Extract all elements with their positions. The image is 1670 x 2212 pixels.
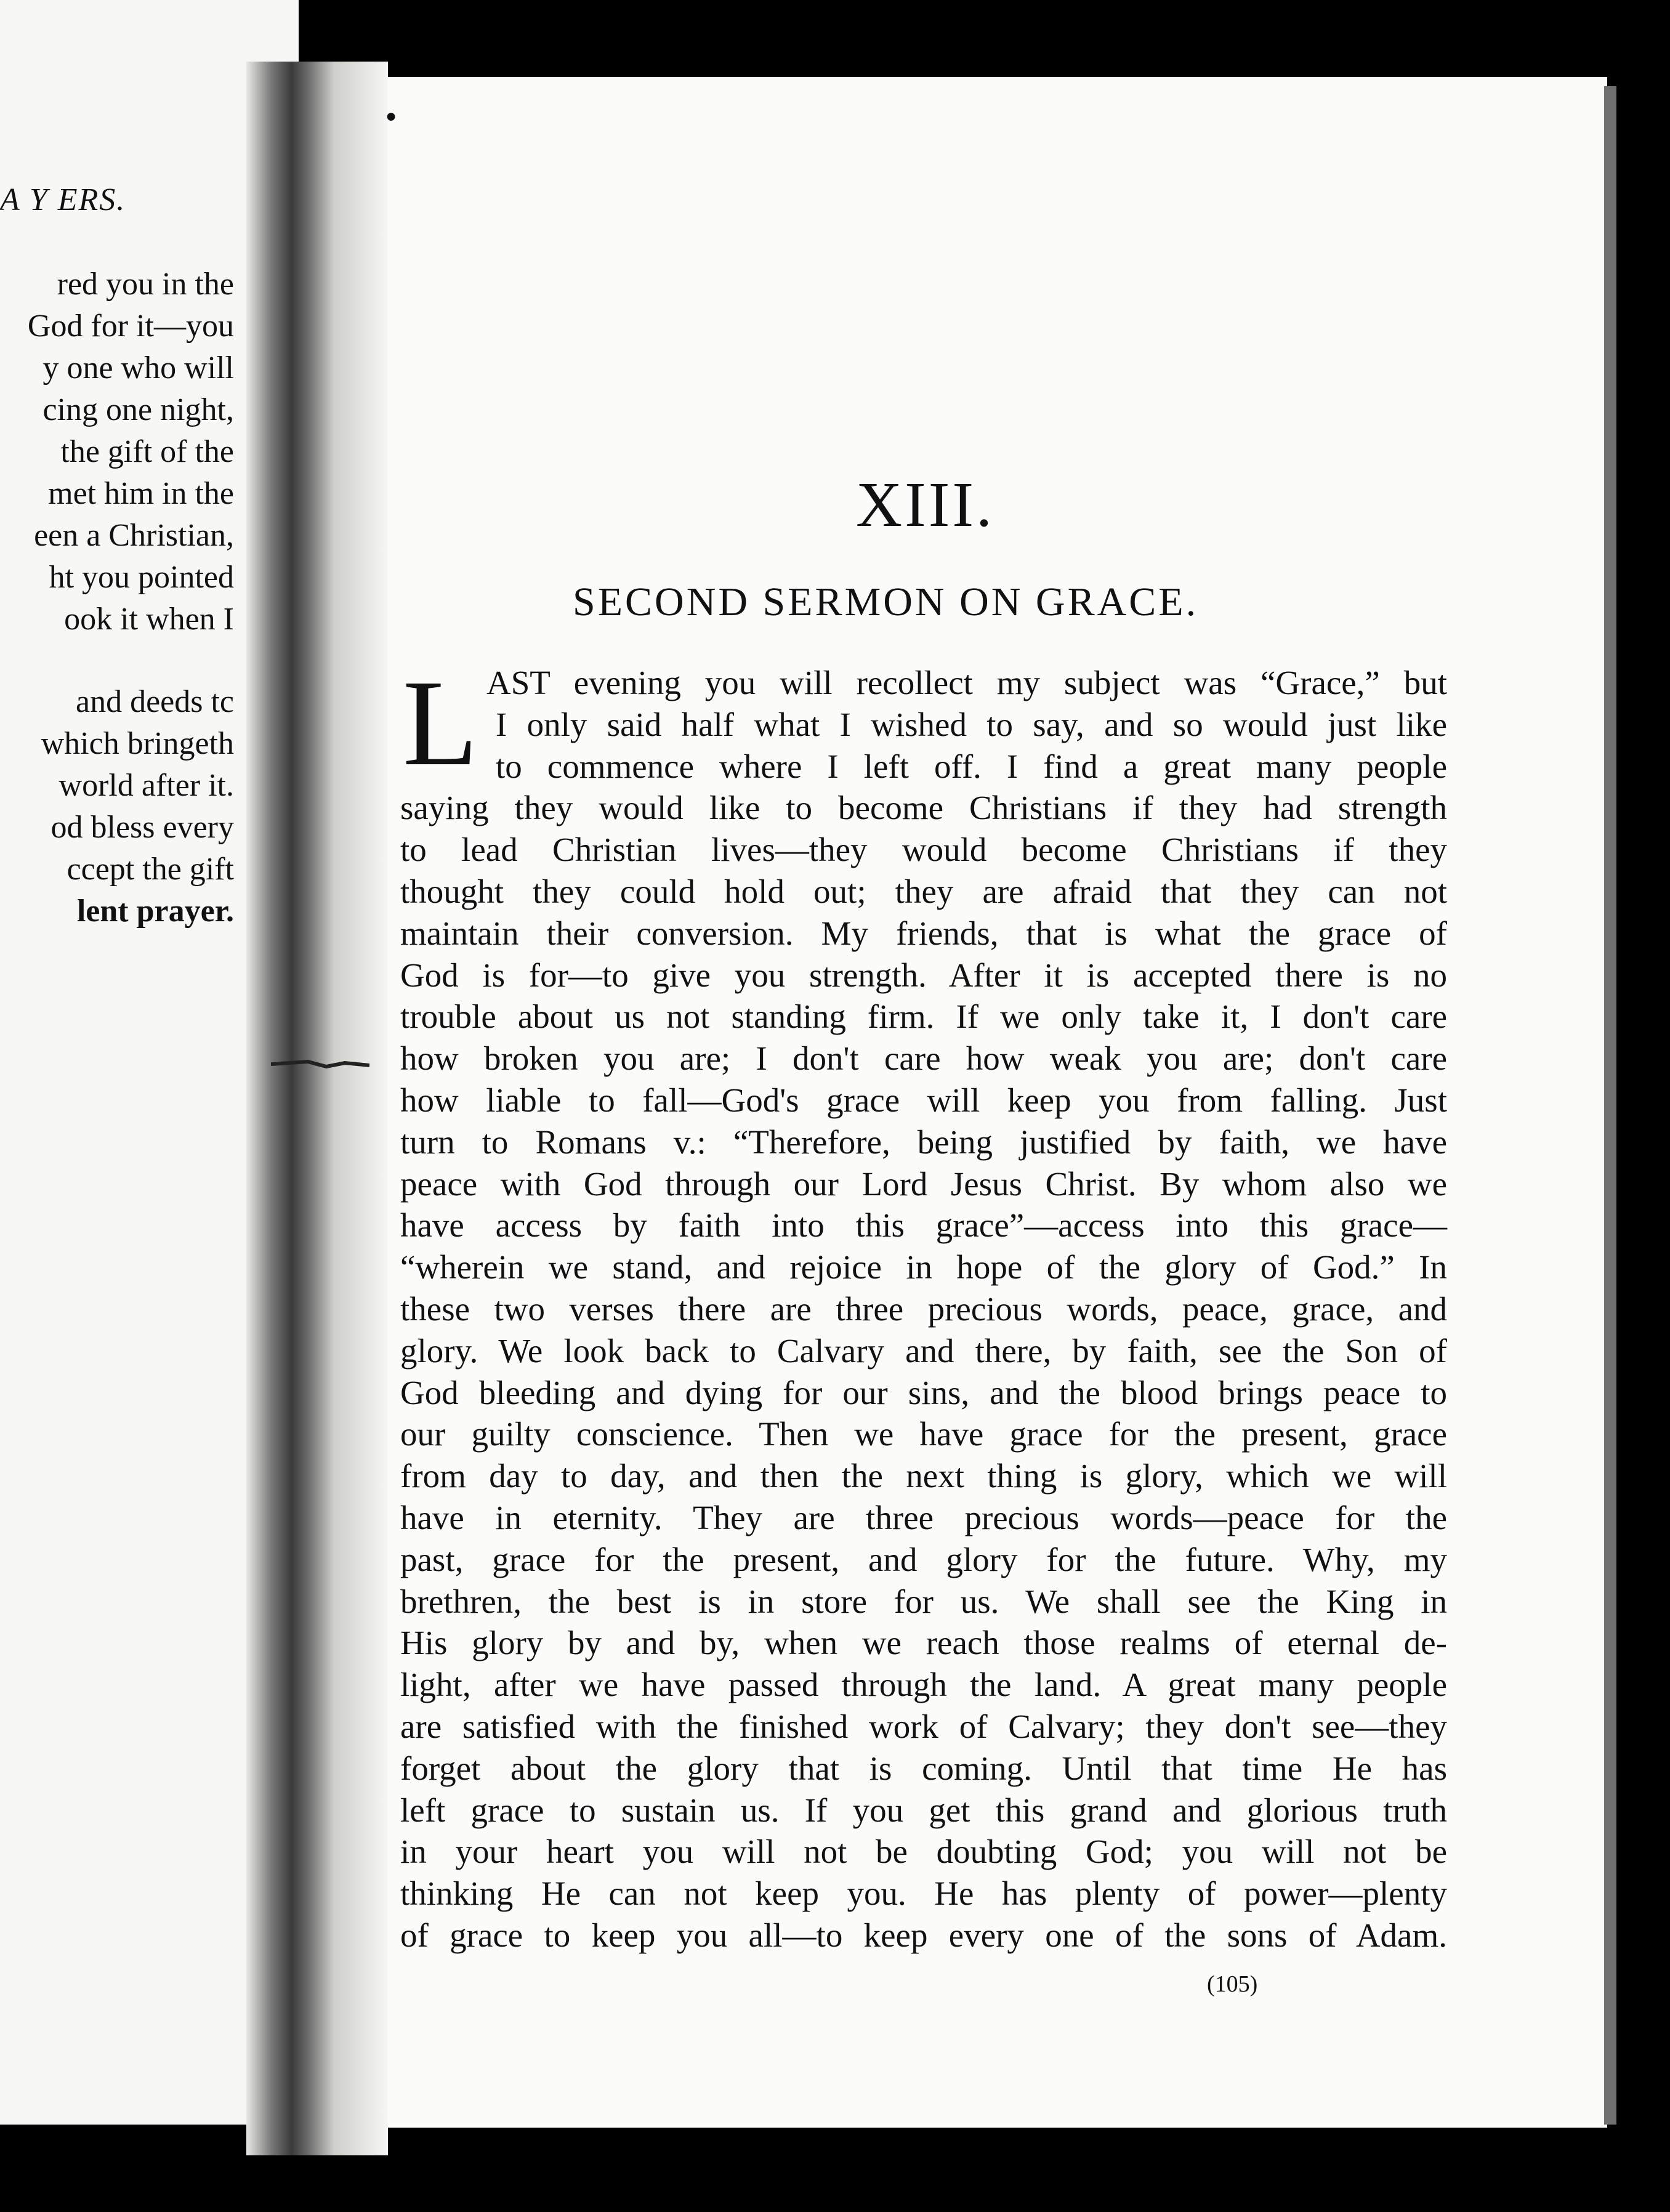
text-line: thinking He can not keep you. He has plenty of power—plenty	[400, 1875, 1447, 1913]
text-line: trouble about us not standing firm. If we only take it, I don't care	[400, 998, 1447, 1036]
text-line: light, after we have passed through the land. A great many people	[400, 1666, 1447, 1704]
ink-mark-icon: ●	[385, 106, 397, 126]
text-line: these two verses there are three precious words, peace, grace, and	[400, 1290, 1447, 1328]
sermon-body	[400, 655, 1447, 1956]
left-line: y one who will	[42, 350, 234, 385]
book-gutter	[246, 62, 388, 2155]
text-line: peace with God through our Lord Jesus Christ. By whom also we	[400, 1165, 1447, 1203]
text-line: have in eternity. They are three precious words—peace for the	[400, 1498, 1447, 1536]
page-tear-icon	[271, 1053, 369, 1078]
page-number: (105)	[1207, 1971, 1258, 1997]
left-line: which bringeth	[41, 726, 234, 761]
text-line: forget about the glory that is coming. Until that time He has	[400, 1749, 1447, 1787]
text-line: turn to Romans v.: “Therefore, being justified by faith, we have	[400, 1123, 1447, 1161]
chapter-number: XIII.	[856, 469, 995, 540]
left-line: lent prayer.	[76, 894, 234, 929]
text-line: past, grace for the present, and glory for the future. Why, my	[400, 1540, 1447, 1578]
text-line: I only said half what I wished to say, and so would just like	[496, 705, 1447, 743]
left-line: ook it when I	[64, 602, 234, 637]
text-line: “wherein we stand, and rejoice in hope of the glory of God.” In	[400, 1248, 1447, 1286]
left-line: the gift of the	[60, 434, 234, 469]
left-line: red you in the	[57, 267, 234, 302]
drop-cap: L	[403, 655, 478, 791]
chapter-title: SECOND SERMON ON GRACE.	[573, 579, 1199, 624]
text-line: how broken you are; I don't care how weak you are; don't care	[400, 1039, 1447, 1078]
text-line: His glory by and by, when we reach those realms of eternal de-	[400, 1624, 1447, 1662]
text-line: have access by faith into this grace”—access into this grace—	[400, 1206, 1447, 1245]
page-edge	[1604, 86, 1616, 2125]
text-line: God is for—to give you strength. After it is accepted there is no	[400, 956, 1447, 994]
left-line: met him in the	[48, 476, 234, 511]
text-line: saying they would like to become Christians if they had strength	[400, 789, 1447, 827]
text-line: from day to day, and then the next thing is glory, which we will	[400, 1457, 1447, 1495]
text-line: thought they could hold out; they are afraid that they can not	[400, 872, 1447, 910]
text-line: how liable to fall—God's grace will keep you from falling. Just	[400, 1081, 1447, 1119]
text-line: maintain their conversion. My friends, that is what the grace of	[400, 914, 1447, 952]
left-line: een a Christian,	[34, 518, 234, 553]
left-running-header: A Y ERS.	[0, 182, 126, 217]
text-line: in your heart you will not be doubting God; you will not be	[400, 1833, 1447, 1871]
text-line: to commence where I left off. I find a great many people	[496, 747, 1447, 785]
left-line: cing one night,	[42, 392, 234, 427]
text-line: God bleeding and dying for our sins, and the blood brings peace to	[400, 1373, 1447, 1411]
left-line: ccept the gift	[67, 852, 234, 887]
left-line: world after it.	[58, 768, 234, 803]
text-line: AST evening you will recollect my subject was “Grace,” but	[486, 664, 1447, 701]
left-line: God for it—you	[27, 309, 234, 344]
text-line: brethren, the best is in store for us. We shall see the King in	[400, 1582, 1447, 1620]
text-line: to lead Christian lives—they would become Christians if they	[400, 831, 1447, 869]
text-line: are satisfied with the finished work of Calvary; they don't see—they	[400, 1707, 1447, 1745]
left-line: ht you pointed	[49, 560, 234, 595]
text-line: our guilty conscience. Then we have grace for the present, grace	[400, 1415, 1447, 1453]
text-line: of grace to keep you all—to keep every one of the sons of Adam.	[400, 1916, 1447, 1954]
left-line: od bless every	[50, 810, 234, 845]
text-line: glory. We look back to Calvary and there, by faith, see the Son of	[400, 1331, 1447, 1370]
left-line: and deeds tc	[75, 684, 234, 719]
text-line: left grace to sustain us. If you get this grand and glorious truth	[400, 1791, 1447, 1829]
